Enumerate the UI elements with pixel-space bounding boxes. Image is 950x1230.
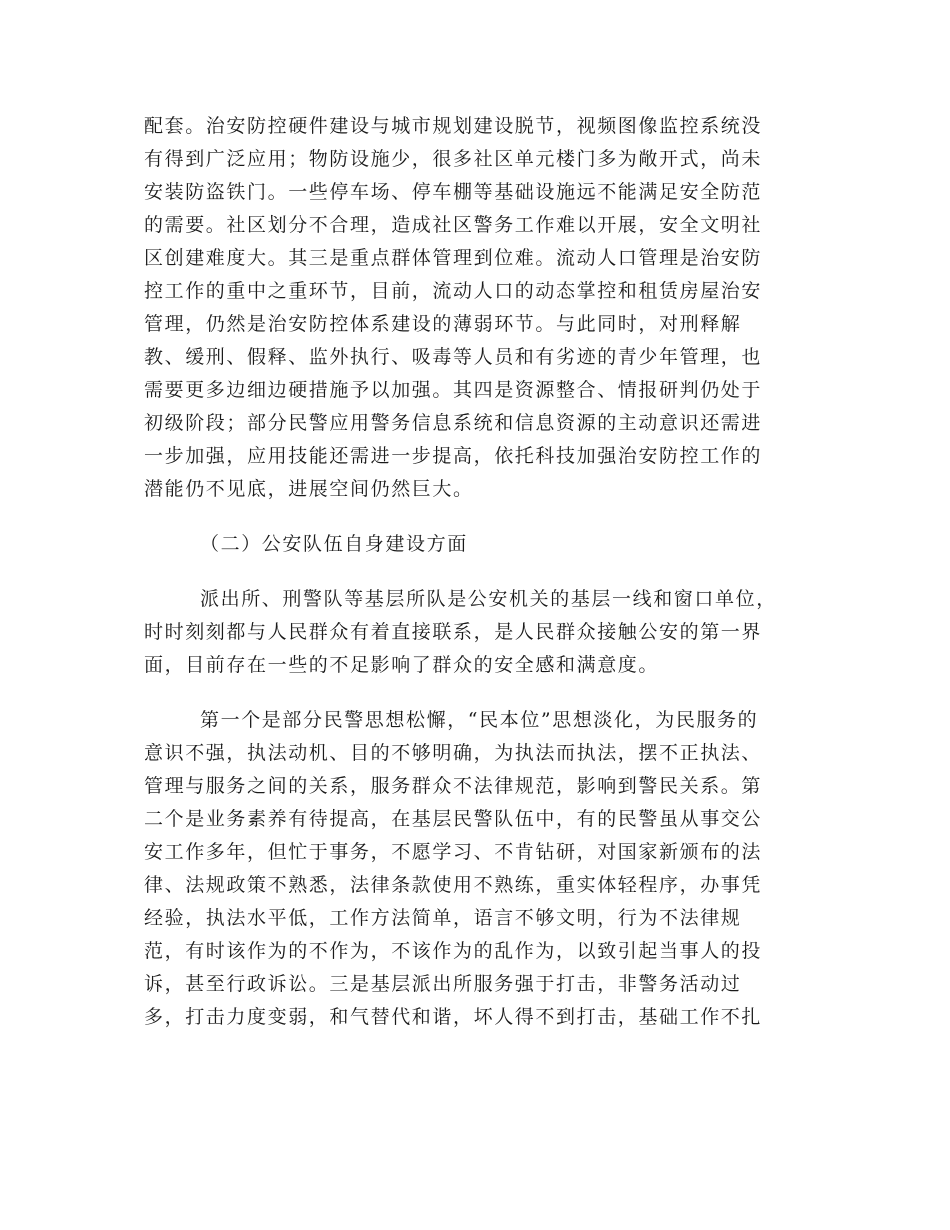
- text-line: 的需要。社区划分不合理，造成社区警务工作难以开展，安全文明社: [144, 214, 763, 236]
- text-line: 管理与服务之间的关系，服务群众不法律规范，影响到警民关系。第: [144, 775, 763, 797]
- text-line: 管理，仍然是治安防控体系建设的薄弱环节。与此同时，对刑释解: [144, 313, 742, 335]
- text-line: 派出所、刑警队等基层所队是公安机关的基层一线和窗口单位，: [200, 588, 777, 610]
- text-line: 一步加强，应用技能还需进一步提高，依托科技加强治安防控工作的: [144, 445, 763, 467]
- text-line: 区创建难度大。其三是重点群体管理到位难。流动人口管理是治安防: [144, 247, 763, 269]
- section-heading: （二）公安队伍自身建设方面: [200, 533, 468, 555]
- text-line: 意识不强，执法动机、目的不够明确，为执法而执法，摆不正执法、: [144, 742, 763, 764]
- text-line: 第一个是部分民警思想松懈，“民本位”思想淡化，为民服务的: [200, 709, 759, 731]
- text-line: 教、缓刑、假释、监外执行、吸毒等人员和有劣迹的青少年管理，也: [144, 346, 763, 368]
- text-line: 安装防盗铁门。一些停车场、停车棚等基础设施远不能满足安全防范: [144, 181, 763, 203]
- text-line: 诉，甚至行政诉讼。三是基层派出所服务强于打击，非警务活动过: [144, 973, 742, 995]
- text-line: 经验，执法水平低，工作方法简单，语言不够文明，行为不法律规: [144, 907, 742, 929]
- text-line: 需要更多边细边硬措施予以加强。其四是资源整合、情报研判仍处于: [144, 379, 763, 401]
- text-line: 控工作的重中之重环节，目前，流动人口的动态掌控和租赁房屋治安: [144, 280, 763, 302]
- text-line: 时时刻刻都与人民群众有着直接联系，是人民群众接触公安的第一界: [144, 621, 763, 643]
- text-line: 潜能仍不见底，进展空间仍然巨大。: [144, 478, 474, 500]
- text-line: 面，目前存在一些的不足影响了群众的安全感和满意度。: [144, 654, 660, 676]
- text-line: 二个是业务素养有待提高，在基层民警队伍中，有的民警虽从事交公: [144, 808, 763, 830]
- text-line: 律、法规政策不熟悉，法律条款使用不熟练，重实体轻程序，办事凭: [144, 874, 763, 896]
- text-line: 有得到广泛应用；物防设施少，很多社区单元楼门多为敞开式，尚未: [144, 148, 763, 170]
- text-line: 安工作多年，但忙于事务，不愿学习、不肯钻研，对国家新颁布的法: [144, 841, 763, 863]
- text-line: 范，有时该作为的不作为，不该作为的乱作为，以致引起当事人的投: [144, 940, 763, 962]
- text-line: 配套。治安防控硬件建设与城市规划建设脱节，视频图像监控系统没: [144, 115, 763, 137]
- text-line: 初级阶段；部分民警应用警务信息系统和信息资源的主动意识还需进: [144, 412, 763, 434]
- text-line: 多，打击力度变弱，和气替代和谐，坏人得不到打击，基础工作不扎: [144, 1006, 763, 1028]
